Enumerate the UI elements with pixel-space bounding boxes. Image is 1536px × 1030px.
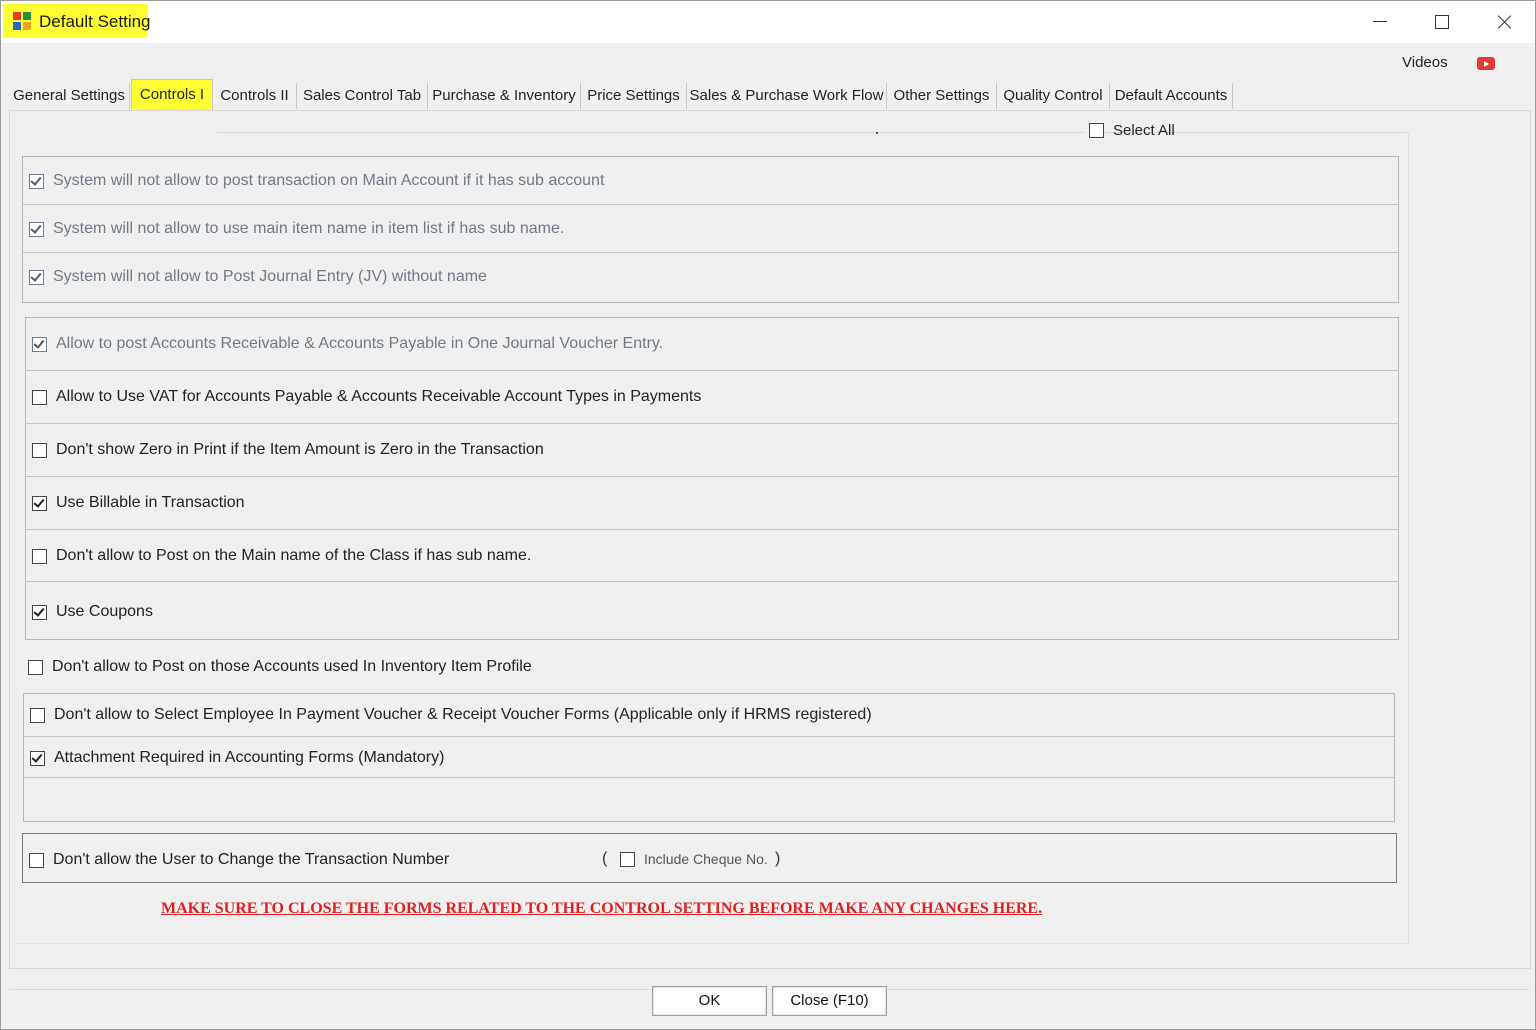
- attachment-required-checkbox[interactable]: [30, 749, 444, 767]
- hide-zero-print-checkbox[interactable]: [32, 441, 544, 459]
- select-employee-checkbox[interactable]: [30, 706, 872, 724]
- checkbox-box[interactable]: [1089, 123, 1104, 138]
- checkbox-label: Use Coupons: [56, 603, 153, 620]
- list-item: [23, 252, 1398, 302]
- checkbox-label: Allow to Use VAT for Accounts Payable & Accounts Receivable Account Types in Payments: [56, 388, 702, 405]
- checkbox-box[interactable]: [32, 390, 47, 405]
- select-all-label: Select All: [1113, 122, 1175, 139]
- checkbox-box[interactable]: [620, 852, 635, 867]
- checkbox-label: Attachment Required in Accounting Forms (Mandatory): [54, 749, 445, 766]
- close-icon[interactable]: [1473, 1, 1533, 43]
- paren-close: ): [775, 850, 781, 867]
- checkbox-label: Don't show Zero in Print if the Item Amount is Zero in the Transaction: [56, 441, 544, 458]
- transaction-number-group: [22, 833, 1397, 883]
- select-all-checkbox[interactable]: [1089, 122, 1175, 139]
- checkbox-box[interactable]: [32, 496, 47, 511]
- change-transaction-number-checkbox[interactable]: [29, 851, 449, 869]
- main-item-name-checkbox[interactable]: [29, 220, 564, 238]
- app-icon: [13, 12, 31, 30]
- list-item: [26, 423, 1398, 476]
- videos-link[interactable]: Videos: [1402, 54, 1448, 71]
- tab-general-settings[interactable]: General Settings: [9, 83, 130, 109]
- use-billable-checkbox[interactable]: [32, 494, 245, 512]
- tab-default-accounts[interactable]: Default Accounts: [1110, 83, 1233, 109]
- list-item: [26, 318, 1398, 370]
- tab-quality-control[interactable]: Quality Control: [997, 83, 1110, 109]
- list-item: [23, 157, 1398, 204]
- checkbox-box[interactable]: [29, 222, 44, 237]
- list-item: [26, 370, 1398, 423]
- minimize-icon[interactable]: [1349, 1, 1409, 43]
- class-sub-name-checkbox[interactable]: [32, 547, 531, 565]
- tab-other-settings[interactable]: Other Settings: [887, 83, 997, 109]
- tab-sales-control[interactable]: Sales Control Tab: [297, 83, 428, 109]
- list-item: [26, 476, 1398, 529]
- warning-message: MAKE SURE TO CLOSE THE FORMS RELATED TO THE CONTROL SETTING BEFORE MAKE ANY CHANGES HERE.: [161, 900, 1043, 917]
- accounting-options-group: [25, 317, 1399, 640]
- divider: [217, 132, 1407, 133]
- list-item: [24, 694, 1394, 736]
- tab-sales-purchase-workflow[interactable]: Sales & Purchase Work Flow: [687, 83, 887, 109]
- maximize-icon[interactable]: [1411, 1, 1471, 43]
- tab-price-settings[interactable]: Price Settings: [581, 83, 687, 109]
- select-all-wrap: [1083, 120, 1175, 142]
- divider: [17, 943, 1409, 944]
- checkbox-label: Don't allow the User to Change the Transaction Number: [53, 851, 450, 868]
- checkbox-box[interactable]: [32, 549, 47, 564]
- include-cheque-checkbox[interactable]: [620, 851, 768, 867]
- checkbox-box[interactable]: [32, 443, 47, 458]
- checkbox-label: System will not allow to use main item name in item list if has sub name.: [53, 220, 565, 237]
- system-rules-group: [22, 156, 1399, 303]
- checkbox-box[interactable]: [29, 853, 44, 868]
- checkbox-label: Don't allow to Post on those Accounts used In Inventory Item Profile: [52, 658, 532, 675]
- title-bar: [1, 1, 1535, 43]
- checkbox-label: System will not allow to Post Journal Entry (JV) without name: [53, 268, 487, 285]
- checkbox-box[interactable]: [30, 751, 45, 766]
- divider: [9, 989, 1529, 990]
- tab-controls-ii[interactable]: Controls II: [213, 83, 297, 109]
- divider: [1408, 132, 1409, 944]
- checkbox-box[interactable]: [29, 174, 44, 189]
- checkbox-label: System will not allow to post transaction on Main Account if it has sub account: [53, 172, 605, 189]
- empty-row: [24, 777, 1394, 821]
- ar-ap-one-jv-checkbox[interactable]: [32, 335, 663, 353]
- youtube-play-icon[interactable]: [1477, 57, 1495, 70]
- tab-purchase-inventory[interactable]: Purchase & Inventory: [428, 83, 581, 109]
- post-main-account-checkbox[interactable]: [29, 172, 604, 190]
- dot-mark: [876, 132, 878, 134]
- checkbox-box[interactable]: [28, 660, 43, 675]
- checkbox-box[interactable]: [32, 337, 47, 352]
- use-coupons-checkbox[interactable]: [32, 603, 153, 621]
- journal-entry-name-checkbox[interactable]: [29, 268, 487, 286]
- list-item: [26, 581, 1398, 639]
- tab-controls-i[interactable]: Controls I: [131, 79, 213, 113]
- vat-payments-checkbox[interactable]: [32, 388, 701, 406]
- checkbox-label: Don't allow to Select Employee In Payment Voucher & Receipt Voucher Forms (Applicable only if HRMS registered): [54, 706, 872, 723]
- checkbox-label: Use Billable in Transaction: [56, 494, 245, 511]
- checkbox-label: Include Cheque No.: [644, 851, 768, 867]
- checkbox-box[interactable]: [29, 270, 44, 285]
- paren-open: (: [602, 850, 608, 867]
- checkbox-box[interactable]: [30, 708, 45, 723]
- list-item: [26, 529, 1398, 582]
- checkbox-label: Don't allow to Post on the Main name of the Class if has sub name.: [56, 547, 532, 564]
- checkbox-box[interactable]: [32, 605, 47, 620]
- hrms-attachment-group: [23, 693, 1395, 822]
- window-title: Default Setting: [39, 12, 151, 31]
- ok-button[interactable]: OK: [652, 986, 767, 1016]
- close-button[interactable]: Close (F10): [772, 986, 887, 1016]
- list-item: [24, 736, 1394, 778]
- inventory-accounts-checkbox[interactable]: [28, 658, 532, 676]
- checkbox-label: Allow to post Accounts Receivable & Accounts Payable in One Journal Voucher Entry.: [56, 335, 664, 352]
- list-item: [23, 204, 1398, 252]
